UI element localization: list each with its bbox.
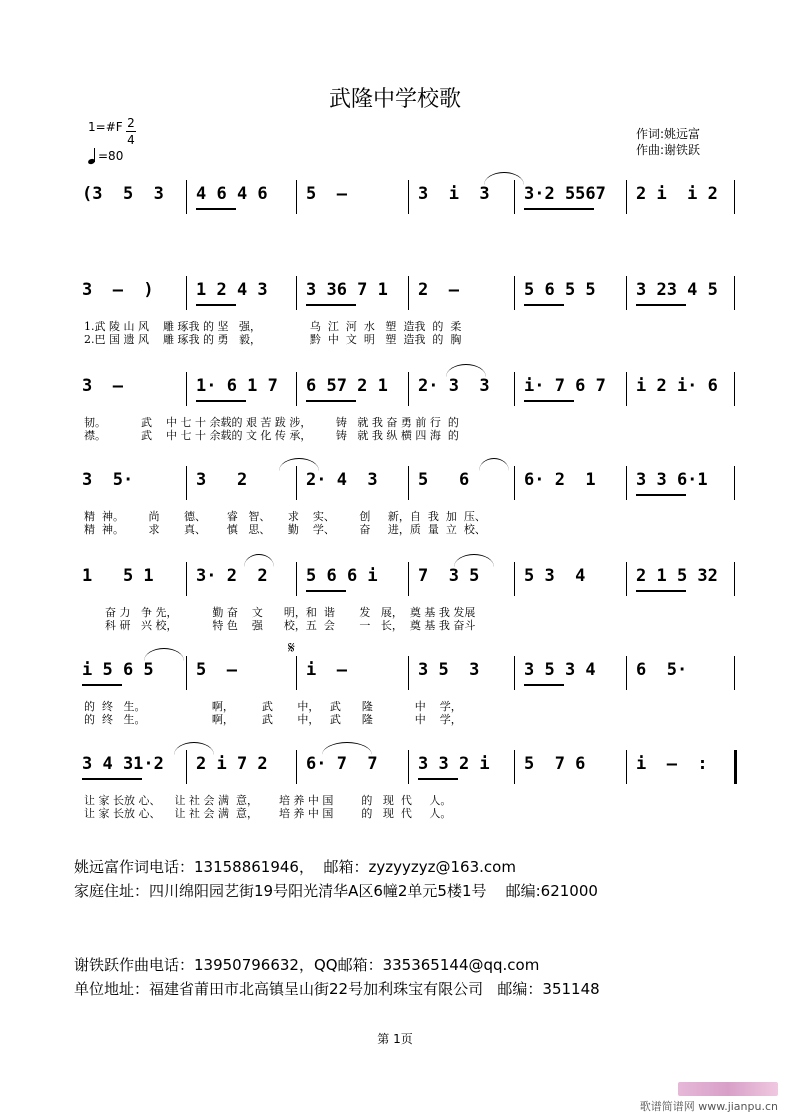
lyrics-verse-2: 科 研 兴 校， 特 色 强 校，五 会 一 长， 奠 基 我 奋斗 — [84, 619, 476, 632]
beam-underline — [196, 400, 246, 402]
measure-notes: 4 6 4 6 — [196, 184, 268, 204]
lyrics-verse-1: 奋 力 争 先， 勤 奋 文 明，和 谐 发 展， 奠 基 我 发展 — [84, 606, 476, 619]
measure-notes: i 2 i· 6 — [636, 376, 718, 396]
lyrics-verse-1: 精 神。 尚 德、 睿 智、 求 实、 创 新，自 我 加 压、 — [84, 510, 486, 523]
lyrics-verse-1: 韧。 武 中 七 十 余载的 艰 苦 跋 涉， 铸 就 我 奋 勇 前 行 的 — [84, 416, 459, 429]
bar-line — [514, 656, 515, 690]
bar-line — [408, 656, 409, 690]
tie-slur — [144, 648, 184, 661]
measure-notes: i· 7 6 7 — [524, 376, 606, 396]
key-label: 1=#F — [88, 120, 123, 134]
bar-line — [626, 276, 627, 310]
measure-notes: 2 i 7 2 — [196, 754, 268, 774]
song-title: 武隆中学校歌 — [328, 87, 461, 112]
bar-line — [514, 276, 515, 310]
bar-line — [734, 180, 735, 214]
bar-line — [186, 750, 187, 784]
bar-line — [186, 562, 187, 596]
lyrics-verse-2: 精 神。 求 真、 慎 思、 勤 学、 奋 进，质 量 立 校、 — [84, 523, 486, 536]
measure-notes: 3 – — [82, 376, 123, 396]
measure-notes: 2 – — [418, 280, 459, 300]
bar-line — [296, 466, 297, 500]
bar-line — [514, 372, 515, 406]
measure-notes: 3 4 31·2 — [82, 754, 164, 774]
tie-slur — [479, 458, 509, 471]
bar-line — [408, 180, 409, 214]
bar-line — [626, 180, 627, 214]
measure-notes: 3·2 5567 — [524, 184, 606, 204]
beam-underline — [196, 208, 236, 210]
bar-line — [626, 466, 627, 500]
bar-line — [734, 750, 737, 784]
tie-slur — [446, 364, 486, 377]
bar-line — [296, 750, 297, 784]
beam-underline — [524, 684, 564, 686]
bar-line — [408, 562, 409, 596]
lyrics-verse-1: 让 家 长放 心、 让 社 会 满 意， 培 养 中 国 的 现 代 人。 — [84, 794, 452, 807]
contact-line-4: 单位地址：福建省莆田市北高镇呈山街22号加利珠宝有限公司 邮编：351148 — [74, 980, 600, 998]
beam-underline — [82, 778, 142, 780]
bar-line — [734, 656, 735, 690]
measure-notes: 6 57 2 1 — [306, 376, 388, 396]
measure-notes: 5 6 — [418, 470, 470, 490]
bar-line — [408, 372, 409, 406]
credits — [636, 126, 700, 158]
bar-line — [296, 372, 297, 406]
measure-notes: 3 3 2 i — [418, 754, 490, 774]
tempo-mark — [88, 148, 123, 164]
bar-line — [514, 562, 515, 596]
measure-notes: 5 – — [306, 184, 347, 204]
beam-underline — [418, 778, 458, 780]
bar-line — [734, 276, 735, 310]
bar-line — [408, 750, 409, 784]
time-bottom: 4 — [127, 133, 135, 147]
measure-notes: i – — [306, 660, 347, 680]
bar-line — [734, 466, 735, 500]
contact-line-2: 家庭住址：四川绵阳园艺街19号阳光清华A区6幢2单元5楼1号 邮编:621000 — [74, 882, 598, 900]
measure-notes: 7 3 5 — [418, 566, 480, 586]
bar-line — [408, 466, 409, 500]
bar-line — [296, 276, 297, 310]
beam-underline — [636, 494, 686, 496]
lyrics-verse-2: 襟。 武 中 七 十 余载的 文 化 传 承， 铸 就 我 纵 横 四 海 的 — [84, 429, 459, 442]
beam-underline — [306, 590, 346, 592]
beam-underline — [636, 304, 686, 306]
bar-line — [626, 750, 627, 784]
key-signature — [88, 116, 135, 147]
measure-notes: 3 i 3 — [418, 184, 490, 204]
beam-underline — [524, 304, 564, 306]
measure-notes: 3 23 4 5 — [636, 280, 718, 300]
beam-underline — [524, 400, 574, 402]
measure-notes: 6· 7 7 — [306, 754, 378, 774]
bar-line — [514, 750, 515, 784]
quarter-note-icon — [88, 148, 98, 164]
composer: 作曲:谢铁跃 — [636, 143, 701, 157]
measure-notes: 1 5 1 — [82, 566, 154, 586]
tie-slur — [279, 458, 319, 471]
beam-underline — [82, 684, 122, 686]
bar-line — [186, 466, 187, 500]
lyrics-verse-2: 的 终 生。 啊， 武 中， 武 隆 中 学， — [84, 713, 462, 726]
tie-slur — [174, 742, 214, 755]
bar-line — [186, 276, 187, 310]
measure-notes: 3 36 7 1 — [306, 280, 388, 300]
watermark-logo — [678, 1082, 778, 1096]
lyrics-verse-2: 让 家 长放 心、 让 社 会 满 意， 培 养 中 国 的 现 代 人。 — [84, 807, 452, 820]
bar-line — [296, 562, 297, 596]
bar-line — [626, 372, 627, 406]
lyrics-verse-1: 1.武 陵 山 风 雕 琢我 的 坚 强， 乌 江 河 水 塑 造我 的 柔 — [84, 320, 462, 333]
bar-line — [408, 276, 409, 310]
beam-underline — [306, 304, 356, 306]
measure-notes: 5 3 4 — [524, 566, 586, 586]
measure-notes: i 5 6 5 — [82, 660, 154, 680]
tie-slur — [244, 554, 274, 567]
bar-line — [186, 372, 187, 406]
tie-slur — [484, 172, 524, 185]
bar-line — [626, 562, 627, 596]
lyricist: 作词:姚远富 — [636, 127, 701, 141]
bar-line — [514, 466, 515, 500]
measure-notes: 2 i i 2 — [636, 184, 718, 204]
measure-notes: 3 5· — [82, 470, 134, 490]
measure-notes: i – : — [636, 754, 708, 774]
measure-notes: 5 7 6 — [524, 754, 586, 774]
lyrics-verse-2: 2.巴 国 遗 风 雕 琢我 的 勇 毅， 黔 中 文 明 塑 造我 的 胸 — [84, 333, 462, 346]
lyrics-verse-1: 的 终 生。 啊， 武 中， 武 隆 中 学， — [84, 700, 462, 713]
page-number: 第 1页 — [377, 1032, 413, 1046]
bar-line — [734, 372, 735, 406]
measure-notes: 3· 2 2 — [196, 566, 268, 586]
measure-notes: (3 5 3 — [82, 184, 164, 204]
measure-notes: 1 2 4 3 — [196, 280, 268, 300]
measure-notes: 3 5 3 — [418, 660, 480, 680]
tempo-value: =80 — [98, 149, 124, 163]
bar-line — [186, 180, 187, 214]
bar-line — [626, 656, 627, 690]
measure-notes: 3 2 — [196, 470, 248, 490]
bar-line — [296, 180, 297, 214]
measure-notes: 5 6 5 5 — [524, 280, 596, 300]
contact-line-3: 谢铁跃作曲电话：13950796632，QQ邮箱：335365144@qq.com — [74, 956, 540, 974]
tie-slur — [454, 554, 494, 567]
measure-notes: 5 – — [196, 660, 237, 680]
measure-notes: 3 5 3 4 — [524, 660, 596, 680]
time-top: 2 — [127, 116, 135, 130]
contact-line-1: 姚远富作词电话：13158861946， 邮箱：zyzyyzyz@163.com — [74, 858, 516, 876]
time-signature — [126, 116, 136, 147]
measure-notes: 3 3 6·1 — [636, 470, 708, 490]
measure-notes: 6 5· — [636, 660, 688, 680]
beam-underline — [636, 590, 686, 592]
bar-line — [514, 180, 515, 214]
measure-notes: 2 1 5 32 — [636, 566, 718, 586]
bar-line — [186, 656, 187, 690]
measure-notes: 3 – ) — [82, 280, 154, 300]
tie-slur — [322, 742, 372, 755]
bar-line — [734, 562, 735, 596]
measure-notes: 6· 2 1 — [524, 470, 596, 490]
measure-notes: 2· 4 3 — [306, 470, 378, 490]
beam-underline — [524, 208, 594, 210]
beam-underline — [196, 304, 236, 306]
bar-line — [296, 656, 297, 690]
measure-notes: 2· 3 3 — [418, 376, 490, 396]
segno-icon: 𝄋 — [288, 638, 295, 657]
measure-notes: 1· 6 1 7 — [196, 376, 278, 396]
beam-underline — [306, 400, 356, 402]
watermark-text: 歌谱简谱网 www.jianpu.cn — [639, 1100, 778, 1113]
measure-notes: 5 6 6 i — [306, 566, 378, 586]
